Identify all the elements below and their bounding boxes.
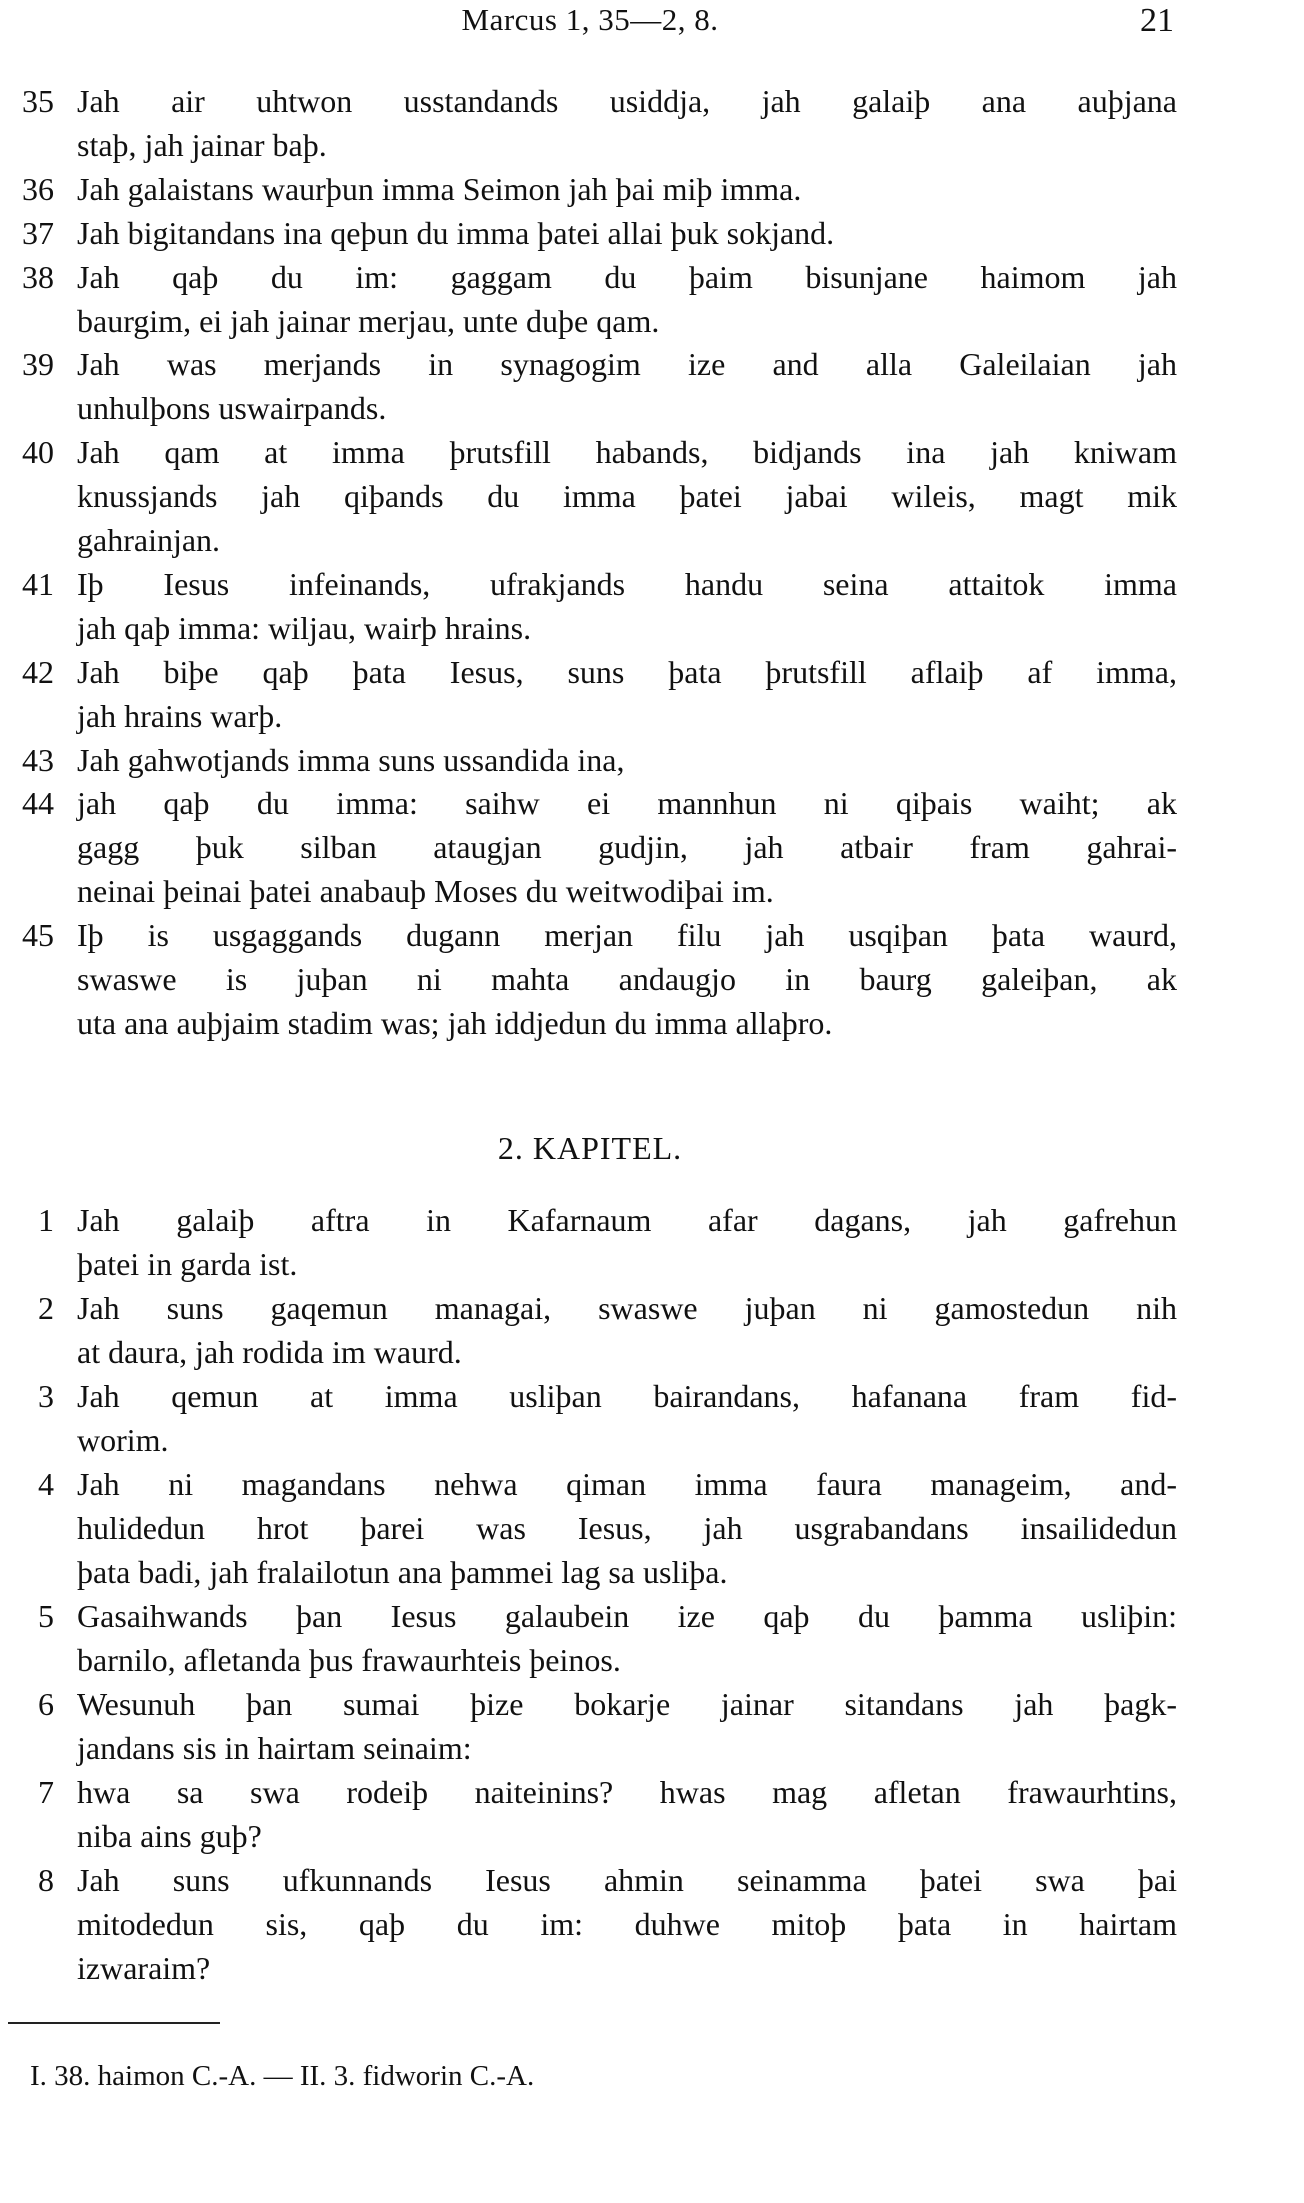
- verse-line: [0, 957, 1304, 1001]
- verse-line: [0, 825, 1304, 869]
- verse-number: 6: [38, 1686, 54, 1722]
- verse-text: Jah qam at imma þrutsfill habands, bidjands ina jah kniwam: [77, 434, 1177, 471]
- verse-text: niba ains guþ?: [77, 1818, 262, 1854]
- verse-text: Iþ Iesus infeinands, ufrakjands handu seina attaitok imma: [77, 565, 1177, 602]
- verse-text: worim.: [77, 1422, 169, 1458]
- running-header: Marcus 1, 35—2, 8.: [461, 2, 719, 37]
- verse-line: [0, 255, 1304, 299]
- verse-line: [0, 562, 1304, 606]
- footnote-divider: [8, 2022, 220, 2024]
- verse-text: Jah bigitandans ina qeþun du imma þatei allai þuk sokjand.: [77, 214, 835, 251]
- verse-text: Jah qaþ du im: gaggam du þaim bisunjane haimom jah: [77, 258, 1177, 295]
- verse-line: [0, 342, 1304, 386]
- verse-text: barnilo, afletanda þus frawaurhteis þeinos.: [77, 1642, 621, 1678]
- verse-line: [0, 1682, 1304, 1726]
- chapter-heading: 2. KAPITEL.: [497, 1130, 683, 1166]
- verse-number: 2: [38, 1290, 54, 1326]
- verse-line: [0, 606, 1304, 650]
- verse-text: Iþ is usgaggands dugann merjan filu jah usqiþan þata waurd,: [77, 917, 1177, 954]
- verse-line: [0, 1506, 1304, 1550]
- verse-line: [0, 79, 1304, 123]
- verse-line: [0, 123, 1304, 167]
- verse-number: 37: [22, 214, 54, 251]
- verse-line: [0, 1902, 1304, 1946]
- verse-line: [0, 869, 1304, 913]
- verse-line: [0, 1242, 1304, 1286]
- page-number: 21: [1140, 2, 1174, 39]
- verse-line: [0, 386, 1304, 430]
- verse-line: [0, 474, 1304, 518]
- footnote: I. 38. haimon C.-A. — II. 3. fidworin C.-A.: [30, 2060, 535, 2092]
- verse-text: jah qaþ du imma: saihw ei mannhun ni qiþais waiht; ak: [77, 785, 1177, 822]
- verse-number: 8: [38, 1862, 54, 1898]
- verse-line: [0, 299, 1304, 343]
- verse-text: jah qaþ imma: wiljau, wairþ hrains.: [77, 609, 532, 646]
- verse-text: mitodedun sis, qaþ du im: duhwe mitoþ þata in hairtam: [77, 1906, 1177, 1942]
- verse-text: Jah galaistans waurþun imma Seimon jah þai miþ imma.: [77, 170, 802, 207]
- verse-number: 4: [38, 1466, 54, 1502]
- verse-text: Jah suns ufkunnands Iesus ahmin seinamma þatei swa þai: [77, 1862, 1177, 1898]
- verse-number: 5: [38, 1598, 54, 1634]
- verse-line: [0, 694, 1304, 738]
- verse-number: 38: [22, 258, 54, 295]
- verse-number: 36: [22, 170, 54, 207]
- verse-line: [0, 738, 1304, 782]
- verse-number: 7: [38, 1774, 54, 1810]
- verse-line: [0, 1286, 1304, 1330]
- verse-number: 40: [22, 434, 54, 471]
- verse-number: 43: [22, 741, 54, 778]
- verse-number: 39: [22, 346, 54, 383]
- verse-text: Jah gahwotjands imma suns ussandida ina,: [77, 741, 625, 778]
- verse-number: 42: [22, 653, 54, 690]
- verse-line: [0, 167, 1304, 211]
- verse-text: knussjands jah qiþands du imma þatei jabai wileis, magt mik: [77, 478, 1177, 515]
- verse-text: neinai þeinai þatei anabauþ Moses du weitwodiþai im.: [77, 873, 774, 910]
- verse-line: [0, 1770, 1304, 1814]
- verse-text: at daura, jah rodida im waurd.: [77, 1334, 462, 1370]
- verse-line: [0, 1418, 1304, 1462]
- verse-line: [0, 1638, 1304, 1682]
- verse-text: izwaraim?: [77, 1950, 211, 1986]
- verse-line: [0, 518, 1304, 562]
- verse-number: 1: [38, 1202, 54, 1238]
- verse-text: Wesunuh þan sumai þize bokarje jainar sitandans jah þagk-: [77, 1686, 1177, 1722]
- verse-text: uta ana auþjaim stadim was; jah iddjedun du imma allaþro.: [77, 1004, 833, 1041]
- verse-text: Jah air uhtwon usstandands usiddja, jah galaiþ ana auþjana: [77, 83, 1177, 119]
- verse-number: 45: [22, 917, 54, 954]
- verse-line: [0, 211, 1304, 255]
- verse-line: [0, 913, 1304, 957]
- verse-number: 44: [22, 785, 54, 822]
- verse-number: 3: [38, 1378, 54, 1414]
- verse-line: [0, 650, 1304, 694]
- verse-number: 35: [22, 83, 54, 119]
- verse-text: staþ, jah jainar baþ.: [77, 126, 327, 163]
- verse-line: [0, 1946, 1304, 1990]
- verse-text: hulidedun hrot þarei was Iesus, jah usgrabandans insailidedun: [77, 1510, 1177, 1546]
- verse-text: jandans sis in hairtam seinaim:: [77, 1730, 472, 1766]
- verse-text: jah hrains warþ.: [77, 697, 283, 734]
- verse-text: baurgim, ei jah jainar merjau, unte duþe qam.: [77, 302, 660, 339]
- verse-text: Jah ni magandans nehwa qiman imma faura manageim, and-: [77, 1466, 1177, 1502]
- verse-line: [0, 1001, 1304, 1045]
- verse-text: unhulþons uswairpands.: [77, 390, 387, 427]
- verse-text: þatei in garda ist.: [77, 1246, 298, 1282]
- verse-text: Jah qemun at imma usliþan bairandans, hafanana fram fid-: [77, 1378, 1177, 1414]
- verse-line: [0, 1462, 1304, 1506]
- verse-line: [0, 781, 1304, 825]
- verse-line: [0, 1374, 1304, 1418]
- verse-line: [0, 1550, 1304, 1594]
- verse-line: [0, 1198, 1304, 1242]
- verse-line: [0, 1726, 1304, 1770]
- verse-text: gahrainjan.: [77, 522, 221, 558]
- verse-line: [0, 1330, 1304, 1374]
- verse-line: [0, 430, 1304, 474]
- verse-line: [0, 1814, 1304, 1858]
- verse-text: gagg þuk silban ataugjan gudjin, jah atbair fram gahrai-: [77, 829, 1177, 866]
- verse-text: þata badi, jah fralailotun ana þammei lag sa usliþa.: [77, 1554, 728, 1590]
- verse-text: Gasaihwands þan Iesus galaubein ize qaþ du þamma usliþin:: [77, 1598, 1177, 1634]
- verse-text: Jah galaiþ aftra in Kafarnaum afar dagans, jah gafrehun: [77, 1202, 1177, 1238]
- verse-text: Jah was merjands in synagogim ize and alla Galeilaian jah: [77, 346, 1177, 383]
- verse-number: 41: [22, 565, 54, 602]
- verse-text: Jah suns gaqemun managai, swaswe juþan ni gamostedun nih: [77, 1290, 1177, 1326]
- verse-line: [0, 1594, 1304, 1638]
- verse-text: swaswe is juþan ni mahta andaugjo in baurg galeiþan, ak: [77, 961, 1177, 997]
- verse-text: Jah biþe qaþ þata Iesus, suns þata þrutsfill aflaiþ af imma,: [77, 653, 1177, 690]
- verse-line: [0, 1858, 1304, 1902]
- verse-text: hwa sa swa rodeiþ naiteinins? hwas mag afletan frawaurhtins,: [77, 1774, 1177, 1810]
